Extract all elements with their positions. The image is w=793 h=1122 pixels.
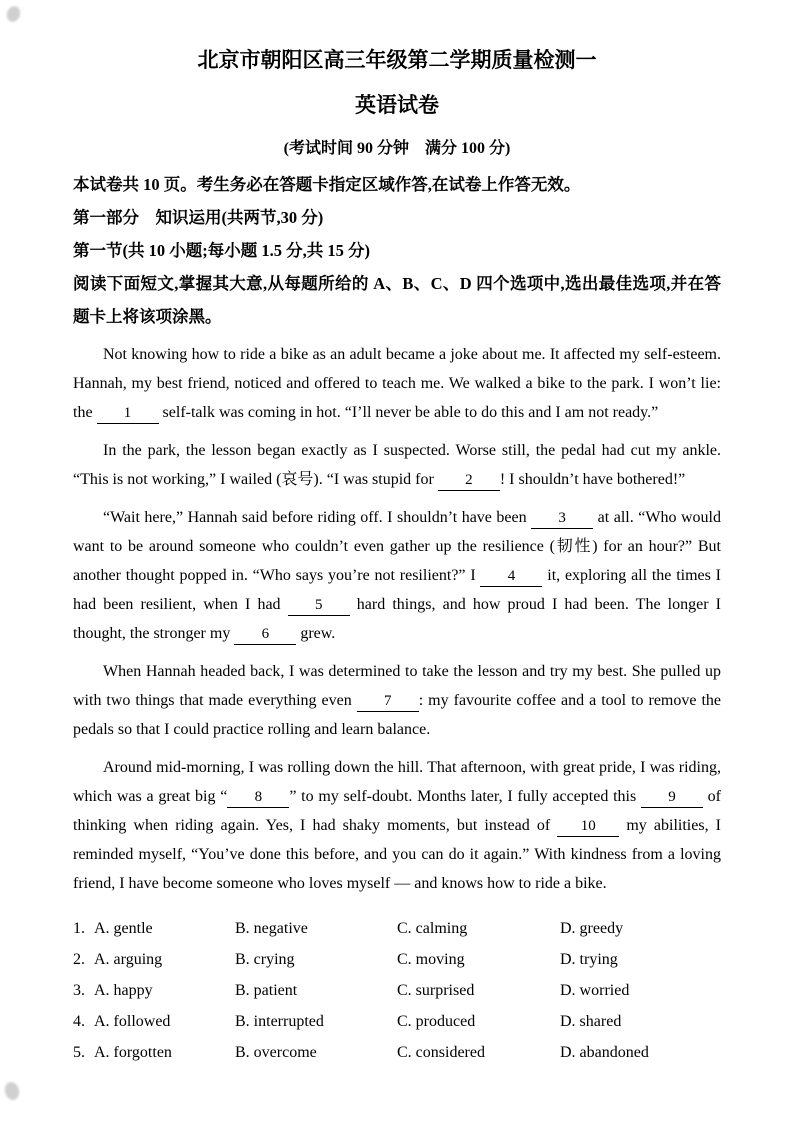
exam-title: 北京市朝阳区高三年级第二学期质量检测一 bbox=[197, 48, 597, 72]
passage-paragraph-3 bbox=[73, 503, 721, 648]
blank-number: 9 bbox=[668, 788, 676, 805]
question-5-option-d: D. abandoned bbox=[560, 1043, 649, 1061]
passage-text: of thinking when riding again. Yes, I had shaky moments, but instead of bbox=[73, 787, 722, 834]
passage-text: my abilities, I reminded myself, “You’ve done this before, and you can do it again.” With kindness from a loving friend, I have become someone who loves myself — and knows how to ride a bike. bbox=[73, 816, 721, 892]
question-row-4 bbox=[73, 1006, 721, 1037]
instruction-line-2: 第一部分 知识运用(共两节,30 分) bbox=[73, 207, 324, 227]
question-4-option-d: D. shared bbox=[560, 1012, 622, 1030]
question-5-option-a bbox=[73, 1037, 235, 1068]
passage-paragraph-5 bbox=[73, 753, 721, 898]
blank-number: 2 bbox=[465, 471, 473, 488]
cloze-blank-10 bbox=[557, 816, 619, 837]
blank-number: 7 bbox=[384, 692, 392, 709]
passage-text: In the park, the lesson began exactly as I suspected. Worse still, the pedal had cut my ankle. “This is not working,” I wailed (哀号). “I was stupid for bbox=[73, 441, 721, 488]
passage-text: When Hannah headed back, I was determined to take the lesson and try my best. She pulled up with two things that made everything even bbox=[73, 662, 721, 709]
blank-number: 10 bbox=[580, 817, 596, 834]
cloze-blank-7 bbox=[357, 691, 419, 712]
cloze-blank-3 bbox=[531, 508, 593, 529]
blank-number: 3 bbox=[558, 509, 566, 526]
scan-artifact-bottom-left bbox=[3, 1080, 21, 1101]
question-4-option-b: B. interrupted bbox=[235, 1012, 324, 1030]
passage-text: ” to my self-doubt. Months later, I fully accepted this bbox=[289, 787, 641, 805]
option-label: A. arguing bbox=[94, 950, 163, 968]
passage-text: “Wait here,” Hannah said before riding off. I shouldn’t have been bbox=[103, 508, 532, 526]
cloze-blank-9 bbox=[641, 787, 703, 808]
question-row-5 bbox=[73, 1037, 721, 1068]
option-label: A. forgotten bbox=[94, 1043, 172, 1061]
question-number: 4. bbox=[73, 1012, 85, 1030]
exam-info-line: (考试时间 90 分钟 满分 100 分) bbox=[283, 139, 511, 157]
passage-text: Not knowing how to ride a bike as an adult became a joke about me. It affected my self-esteem. Hannah, my best friend, noticed and offered to teach me. We walked a bike to the park. I won’t lie: the bbox=[73, 345, 721, 421]
passage-text: at all. “Who would want to be around someone who couldn’t even gather up the resilience (韧性) for an hour?” But another thought popped in. “Who says you’re not resilient?” I bbox=[73, 508, 721, 584]
passage-text: ! I shouldn’t have bothered!” bbox=[499, 470, 686, 488]
passage-paragraph-1 bbox=[73, 340, 721, 427]
instruction-line-3: 第一节(共 10 小题;每小题 1.5 分,共 15 分) bbox=[73, 240, 370, 260]
blank-number: 1 bbox=[123, 404, 132, 421]
blank-number: 6 bbox=[261, 625, 270, 642]
question-number: 1. bbox=[73, 919, 85, 937]
question-row-1 bbox=[73, 913, 721, 944]
question-number: 5. bbox=[73, 1043, 85, 1061]
question-4-option-a bbox=[73, 1006, 235, 1037]
question-1-option-b: B. negative bbox=[235, 919, 308, 937]
question-3-option-b: B. patient bbox=[235, 981, 298, 999]
question-2-option-c: C. moving bbox=[397, 950, 465, 968]
question-number: 2. bbox=[73, 950, 85, 968]
option-label: A. followed bbox=[94, 1012, 171, 1030]
question-3-option-d: D. worried bbox=[560, 981, 630, 999]
question-2-option-a bbox=[73, 944, 235, 975]
cloze-blank-6 bbox=[234, 624, 296, 645]
passage-text: Around mid-morning, I was rolling down the hill. That afternoon, with great pride, I was riding, which was a great big “ bbox=[73, 758, 721, 805]
cloze-blank-8 bbox=[227, 787, 289, 808]
question-3-option-a bbox=[73, 975, 235, 1006]
instruction-line-4: 阅读下面短文,掌握其大意,从每题所给的 A、B、C、D 四个选项中,选出最佳选项,并在答题卡上将该项涂黑。 bbox=[73, 273, 721, 326]
question-5-option-b: B. overcome bbox=[235, 1043, 317, 1061]
passage-text: hard things, and how proud I had been. The longer I thought, the stronger my bbox=[73, 595, 722, 642]
question-3-option-c: C. surprised bbox=[397, 981, 475, 999]
question-5-option-c: C. considered bbox=[397, 1043, 485, 1061]
instruction-line-1: 本试卷共 10 页。考生务必在答题卡指定区域作答,在试卷上作答无效。 bbox=[73, 174, 581, 194]
exam-subtitle: 英语试卷 bbox=[355, 93, 439, 118]
passage-paragraph-4 bbox=[73, 657, 721, 744]
blank-number: 8 bbox=[254, 788, 263, 805]
question-row-2 bbox=[73, 944, 721, 975]
question-2-option-d: D. trying bbox=[560, 950, 618, 968]
question-2-option-b: B. crying bbox=[235, 950, 295, 968]
passage-paragraph-2 bbox=[73, 436, 721, 494]
question-list bbox=[73, 913, 721, 1068]
cloze-blank-4 bbox=[480, 566, 542, 587]
blank-number: 4 bbox=[507, 567, 516, 584]
option-label: A. happy bbox=[94, 981, 153, 999]
cloze-blank-1 bbox=[97, 403, 159, 424]
passage-text: it, exploring all the times I had been resilient, when I had bbox=[73, 566, 721, 613]
passage-text: grew. bbox=[296, 624, 336, 642]
option-label: A. gentle bbox=[94, 919, 153, 937]
question-row-3 bbox=[73, 975, 721, 1006]
question-4-option-c: C. produced bbox=[397, 1012, 476, 1030]
cloze-passage bbox=[73, 340, 721, 898]
blank-number: 5 bbox=[314, 596, 323, 613]
passage-text: : my favourite coffee and a tool to remove the pedals so that I could practice rolling and learn balance. bbox=[73, 691, 722, 738]
question-1-option-c: C. calming bbox=[397, 919, 468, 937]
cloze-blank-5 bbox=[288, 595, 350, 616]
cloze-blank-2 bbox=[438, 470, 500, 491]
question-1-option-a bbox=[73, 913, 235, 944]
question-number: 3. bbox=[73, 981, 85, 999]
question-1-option-d: D. greedy bbox=[560, 919, 624, 937]
instructions-block bbox=[73, 168, 721, 333]
passage-text: self-talk was coming in hot. “I’ll never be able to do this and I am not ready.” bbox=[158, 403, 659, 421]
